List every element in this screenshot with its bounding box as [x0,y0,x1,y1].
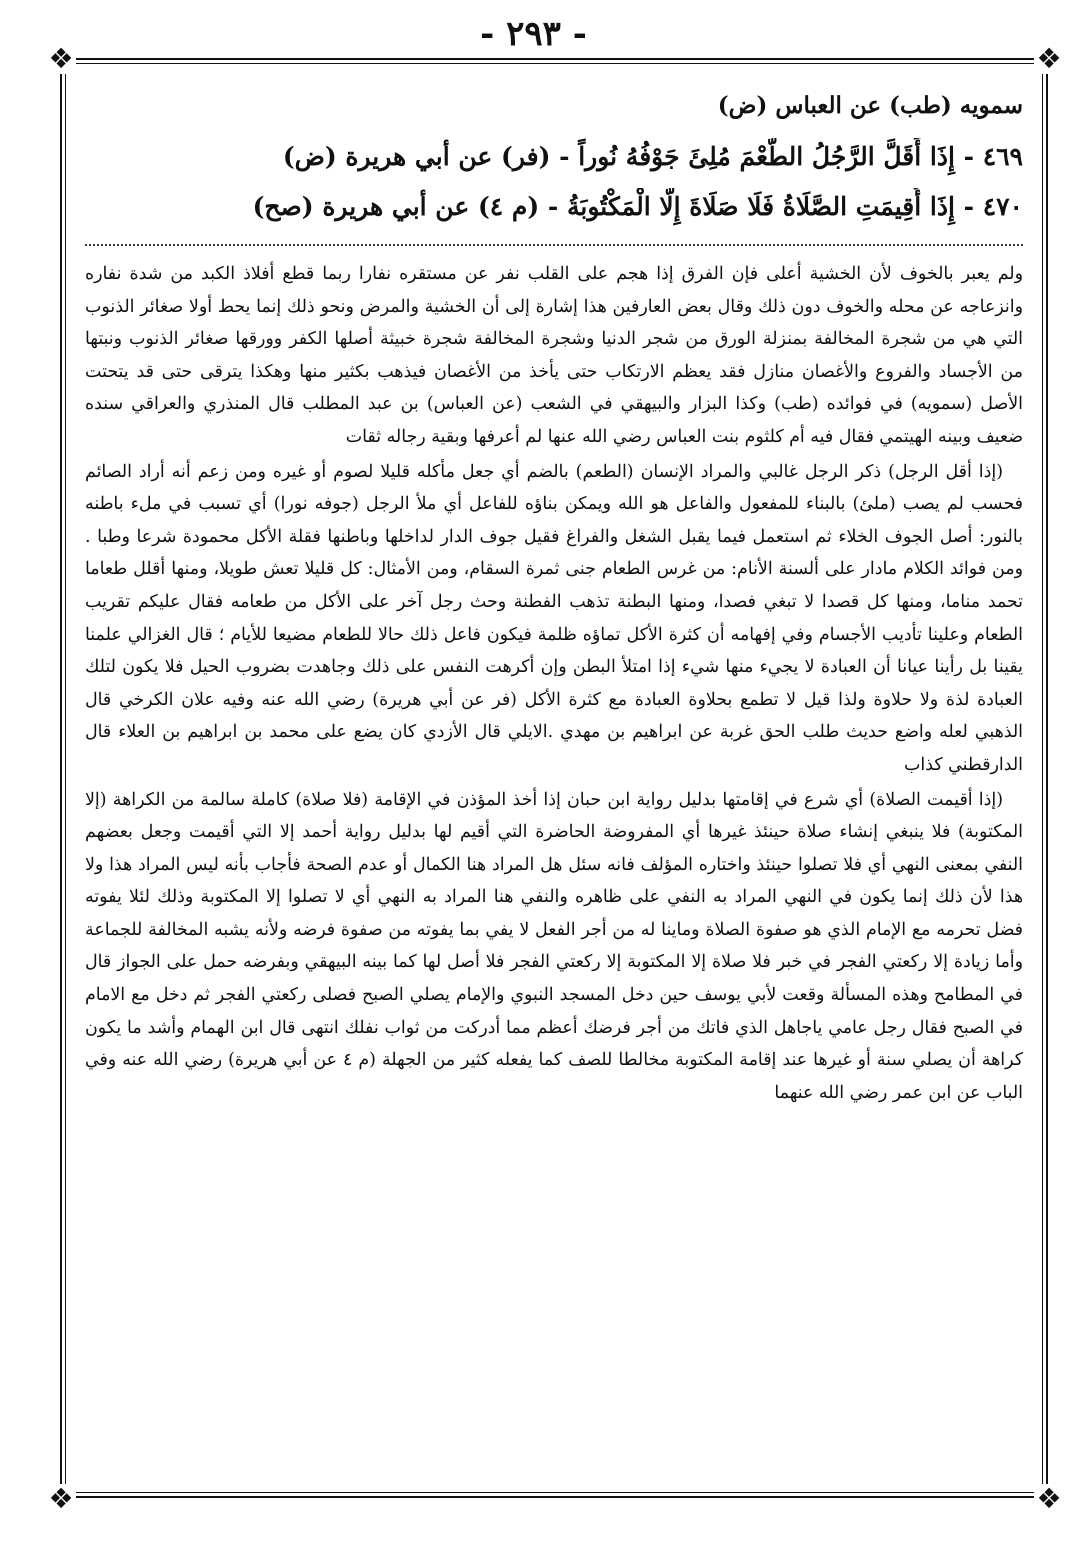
corner-ornament-icon: ❖ [46,44,76,74]
page-content [85,86,1023,1109]
hadith-469: ٤٦٩ - إِذَا أَقَلَّ الرَّجُلُ الطُّعْمَ مُلِئَ جَوْفُهُ نُوراً - (فر) عن أبي هريرة (ض) [282,142,1023,171]
corner-ornament-icon: ❖ [1034,1484,1064,1514]
hadith-470: ٤٧٠ - إِذَا أُقِيمَتِ الصَّلَاةُ فَلَا صَلَاةَ إِلَّا الْمَكْتُوبَةُ - (م ٤) عن أبي هريرة (صح) [252,192,1023,221]
commentary-paragraph-3: (إذا أقيمت الصلاة) أي شرع في إقامتها بدليل رواية ابن حبان إذا أخذ المؤذن في الإقامة (فلا صلاة) كاملة سالمة من الكراهة (إلا المكتوبة) فلا ينبغي إنشاء صلاة حينئذ غيرها أي المفروضة الحاضرة التي أقيم لها بدليل رواية أحمد إلا التي أقيمت وجعل بعضهم النفي بمعنى النهي أي فلا تصلوا حينئذ واختاره المؤلف فانه سئل هل المراد هنا الكمال أو عدم الصحة فأجاب بأنه ليس المراد هذا ولا هذا لأن ذلك إنما يكون في النهي المراد به النفي على ظاهره والنفي هنا المراد به النهي أي لا تصلوا إلا المكتوبة وذلك لئلا يفوته فضل تحرمه مع الإمام الذي هو صفوة الصلاة وماينا له من أجر الفعل لا يفي بما يفوته من صفوة فرضه ولأنه يشبه المخالفة للجماعة وأما زيادة إلا ركعتي الفجر في خبر فلا صلاة إلا المكتوبة إلا ركعتي الفجر فلا أصل لها كما بينه البيهقي وبفرضه حمل على الجواز قال في المطامح وهذه المسألة وقعت لأبي يوسف حين دخل المسجد النبوي والإمام يصلي الصبح فصلى ركعتي الفجر ثم دخل مع الامام في الصبح فقال رجل عامي ياجاهل الذي فاتك من أجر فرضك أعظم مما أدركت من ثواب نفلك انتهى قال ابن الهمام وأشد ما يكون كراهة أن يصلي سنة أو غيرها عند إقامة المكتوبة مخالطا للصف كما يفعله كثير من الجهلة (م ٤ عن أبي هريرة) رضي الله عنه وفي الباب عن ابن عمر رضي الله عنهما [85,789,1023,1103]
commentary-paragraph-1: ولم يعبر بالخوف لأن الخشية أعلى فإن الفرق إذا هجم على القلب نفر عن مستقره نفارا ربما قطع أفلاذ الكبد من شدة نفاره وانزعاجه عن محله والخوف دون ذلك وقال بعض العارفين هذا إشارة إلى أن الخشية والمرض ونحو ذلك إنما يحط أولا صغائر الذنوب التي هي من شجرة المخالفة بمنزلة الورق من شجر الدنيا وشجرة المخالفة شجرة خبيثة أصلها الكفر وورقها صغائر الذنوب ونبتها من الأجساد والفروع والأغصان منازل فقد يعظم الارتكاب حتى يأخذ من الأغصان فيذهب بكثير منها وهكذا يترقى حتى قد يتحتت الأصل (سمويه) في فوائده (طب) وكذا البزار والبيهقي في الشعب (عن العباس) بن عبد المطلب قال المنذري والعراقي سنده ضعيف وبينه الهيتمي فقال فيه أم كلثوم بنت العباس رضي الله عنها لم أعرفها وبقية رجاله ثقات [85,264,1023,447]
dotted-divider [85,244,1023,246]
corner-ornament-icon: ❖ [1034,44,1064,74]
hadith-source-line: سمويه (طب) عن العباس (ض) [717,92,1023,119]
commentary-paragraph-2: (إذا أقل الرجل) ذكر الرجل غالبي والمراد الإنسان (الطعم) بالضم أي جعل مأكله قليلا لصوم أو غيره ومن زعم أنه أراد الصائم فحسب لم يصب (ملئ) بالبناء للمفعول والفاعل هو الله ويمكن بناؤه للفاعل أي ملأ الرجل (جوفه نورا) أي تسبب في ملء باطنه بالنور: أصل الجوف الخلاء ثم استعمل فيما يقبل الشغل والفراغ فقيل جوف الدار لداخلها وباطنها فقلة الأكل محمودة شرعا وطبا . ومن فوائد الكلام مادار على ألسنة الأنام: من غرس الطعام جنى ثمرة السقام، ومن الأمثال: كل قليلا تعش طويلا، ومنها أقلل طعاما تحمد مناما، ومنها كل قصدا لا تبغي فصدا، ومنها البطنة تذهب الفطنة وحث رجل آخر على الأكل من طعامه فقال عليكم تقريب الطعام وعلينا تأديب الأجسام وفي إفهامه أن كثرة الأكل تماؤه ظلمة فيكون فاعل ذلك حالا للطعام مضيعا للأيام ؛ قال الغزالي علمنا يقينا بل رأينا عيانا أن العبادة لا يجيء منها شيء إذا امتلأ البطن وإن أكرهت النفس على ذلك وجاهدت بضروب الحيل فلا يكون لتلك العبادة لذة ولا حلاوة ولذا قيل لا تطمع بحلاوة العبادة مع كثرة الأكل (فر عن أبي هريرة) رضي الله عنه وفيه علان الكرخي قال الذهبي لعله واضع حديث طلب الحق غربة عن ابراهيم بن مهدي .الايلي قال الأزدي كان يضع على محمد بن ابراهيم بن العلاء قال الدارقطني كذاب [85,461,1023,775]
corner-ornament-icon: ❖ [46,1484,76,1514]
page-number: - ٢٩٣ - [480,14,587,54]
